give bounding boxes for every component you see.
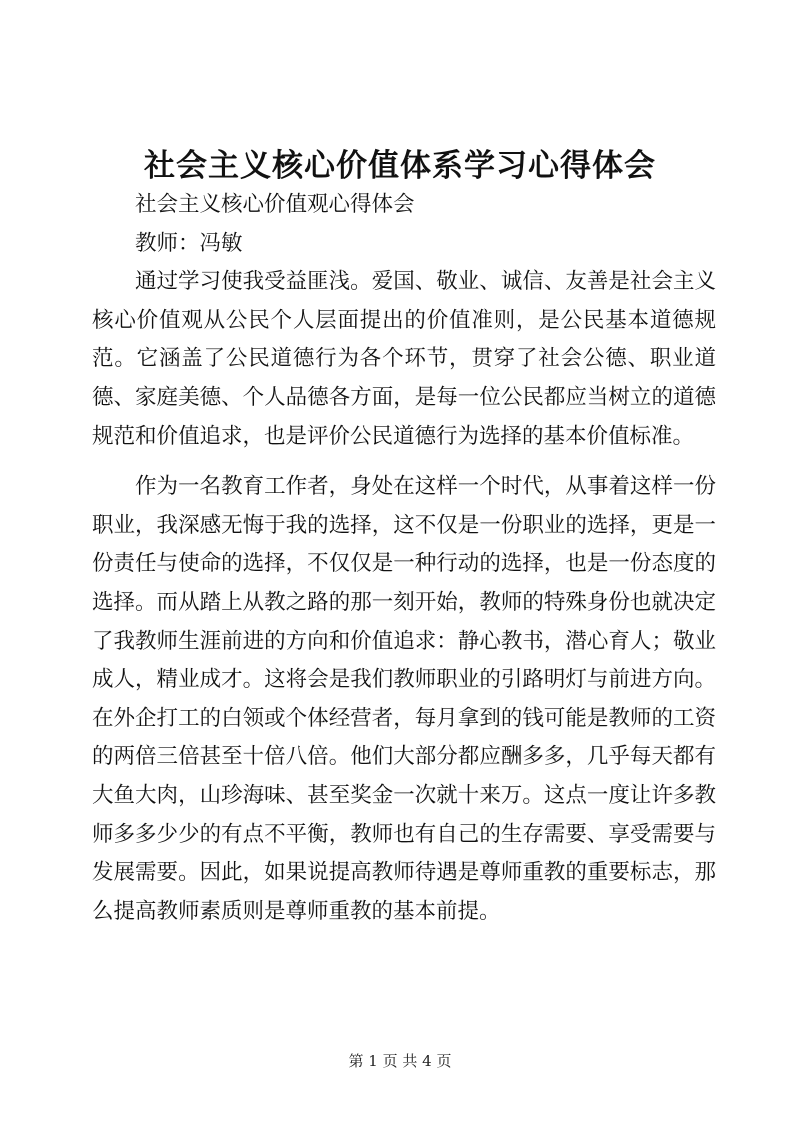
paragraph-gap [92, 456, 716, 468]
body-paragraph-2: 作为一名教育工作者，身处在这样一个时代，从事着这样一份职业，我深感无悔于我的选择，这不仅是一份职业的选择，更是一份责任与使命的选择，不仅仅是一种行动的选择，也是一份态度的选择。而从踏上从教之路的那一刻开始，教师的特殊身份也就决定了我教师生涯前进的方向和价值追求：静心教书，潜心育人；敬业成人，精业成才。这将会是我们教师职业的引路明灯与前进方向。在外企打工的白领或个体经营者，每月拿到的钱可能是教师的工资的两倍三倍甚至十倍八倍。他们大部分都应酬多多，几乎每天都有大鱼大肉，山珍海味、甚至奖金一次就十来万。这点一度让许多教师多多少少的有点不平衡，教师也有自己的生存需要、享受需要与发展需要。因此，如果说提高教师待遇是尊师重教的重要标志，那么提高教师素质则是尊师重教的基本前提。 [92, 474, 716, 924]
document-title: 社会主义核心价值体系学习心得体会 [144, 148, 656, 184]
document-subtitle: 社会主义核心价值观心得体会 [135, 192, 415, 217]
body-paragraph-1: 通过学习使我受益匪浅。爱国、敬业、诚信、友善是社会主义核心价值观从公民个人层面提出的价值准则，是公民基本道德规范。它涵盖了公民道德行为各个环节，贯穿了社会公德、职业道德、家庭美德、个人品德各方面，是每一位公民都应当树立的道德规范和价值追求，也是评价公民道德行为选择的基本价值标准。 [92, 269, 716, 449]
page-footer: 第 1 页 共 4 页 [348, 1052, 452, 1070]
author-line: 教师：冯敏 [135, 230, 243, 256]
document-body [92, 186, 716, 931]
